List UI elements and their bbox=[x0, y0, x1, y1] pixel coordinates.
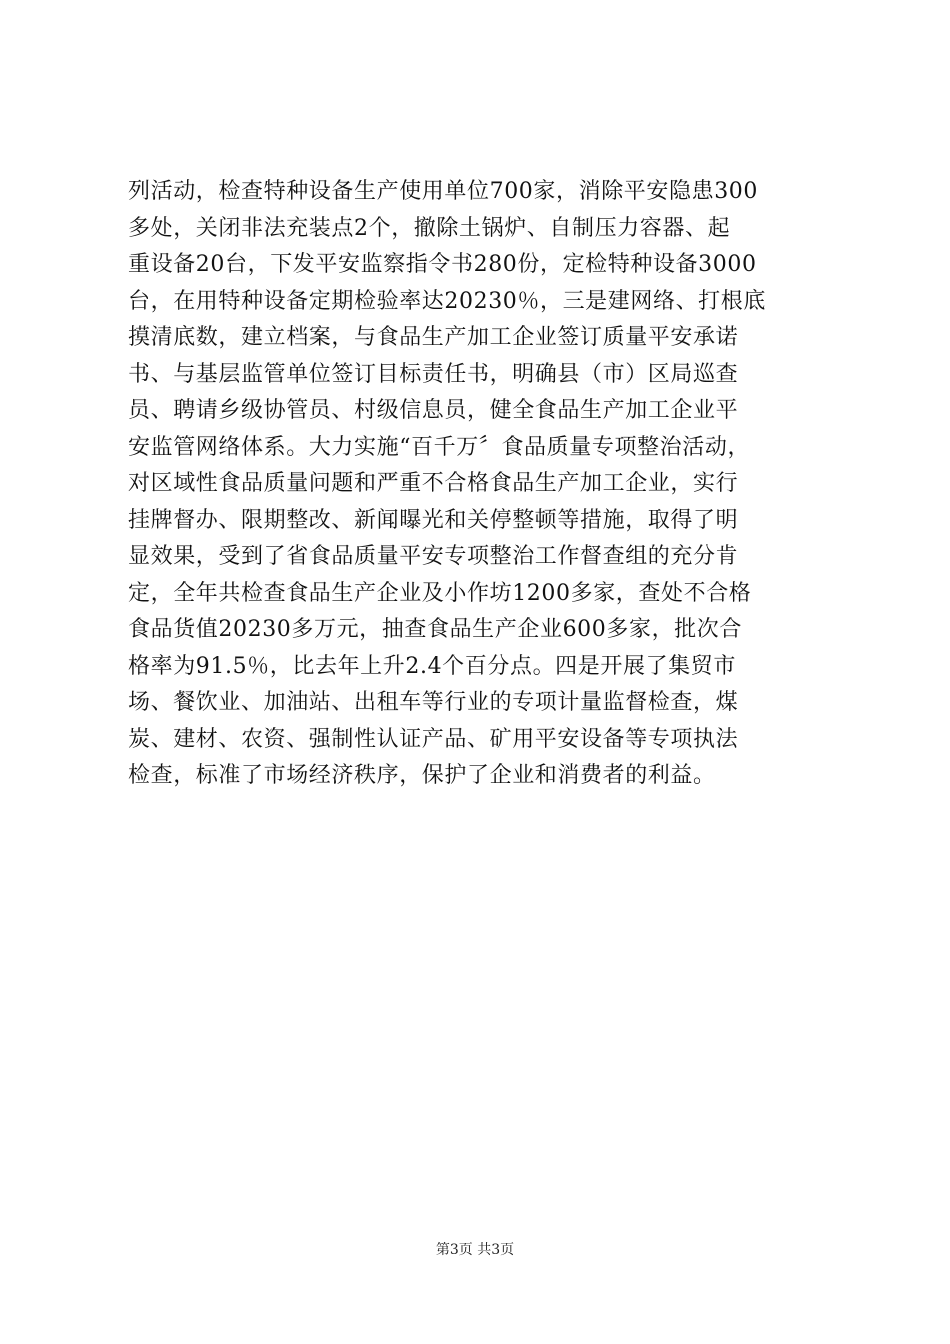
paragraph-line: 食品货值20230多万元，抽查食品生产企业600多家，批次合 bbox=[128, 617, 742, 642]
paragraph-line: 定，全年共检查食品生产企业及小作坊1200多家，查处不合格 bbox=[128, 580, 752, 606]
paragraph-line: 列活动，检查特种设备生产使用单位700家，消除平安隐患300 bbox=[128, 179, 758, 204]
body-paragraph bbox=[128, 174, 828, 795]
paragraph-line: 检查，标准了市场经济秩序，保护了企业和消费者的利益。 bbox=[128, 763, 716, 788]
paragraph-line: 重设备20台，下发平安监察指令书280份，定检特种设备3000 bbox=[128, 252, 757, 277]
paragraph-line: 多处，关闭非法充装点2个，撤除土锅炉、自制压力容器、起 bbox=[128, 215, 731, 241]
paragraph-line: 炭、建材、农资、强制性认证产品、矿用平安设备等专项执法 bbox=[128, 726, 739, 752]
page-number-footer: 第3页 共3页 bbox=[435, 1242, 515, 1258]
paragraph-line: 对区域性食品质量问题和严重不合格食品生产加工企业，实行 bbox=[128, 471, 739, 496]
paragraph-line: 安监管网络体系。大力实施“百千万〞食品质量专项整治活动， bbox=[128, 434, 751, 460]
paragraph-line: 员、聘请乡级协管员、村级信息员，健全食品生产加工企业平 bbox=[128, 398, 739, 423]
paragraph-line: 场、餐饮业、加油站、出租车等行业的专项计量监督检查，煤 bbox=[128, 690, 739, 715]
paragraph-line: 显效果，受到了省食品质量平安专项整治工作督查组的充分肯 bbox=[128, 544, 739, 569]
paragraph-line: 摸清底数，建立档案，与食品生产加工企业签订质量平安承诺 bbox=[128, 325, 739, 350]
paragraph-line: 书、与基层监管单位签订目标责任书，明确县（市）区局巡查 bbox=[128, 361, 739, 387]
paragraph-line: 台，在用特种设备定期检验率达20230％，三是建网络、打根底 bbox=[128, 288, 766, 314]
paragraph-line: 格率为91.5％，比去年上升2.4个百分点。四是开展了集贸市 bbox=[128, 653, 736, 679]
paragraph-line: 挂牌督办、限期整改、新闻曝光和关停整顿等措施，取得了明 bbox=[128, 507, 739, 533]
